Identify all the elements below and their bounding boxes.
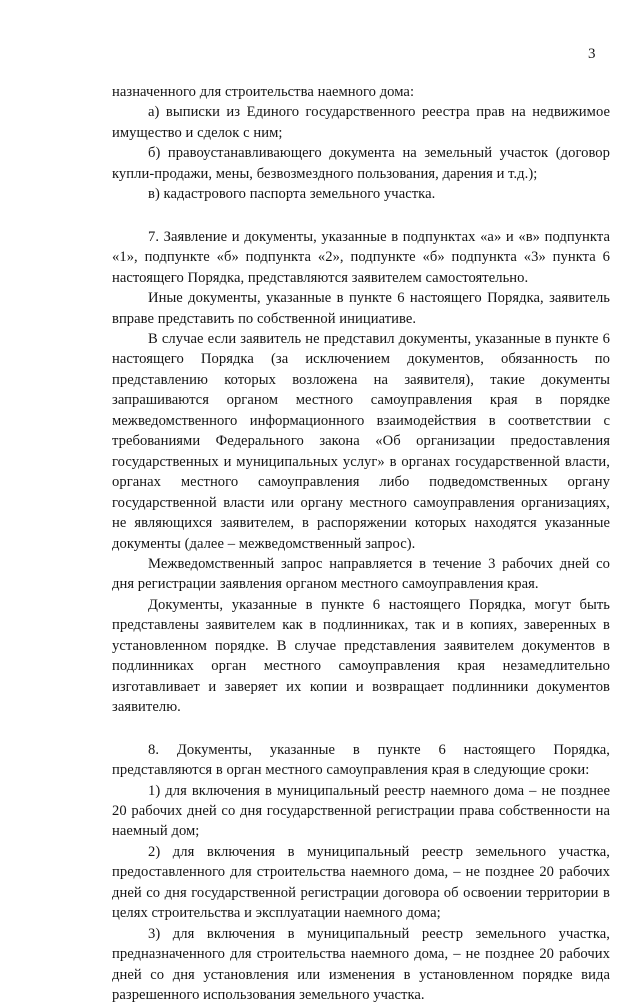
paragraph: 7. Заявление и документы, указанные в подпунктах «а» и «в» подпункта «1», подпункте «б» подпункта «2», подпункте «б» подпункта «3» пункта 6 настоящего Порядка, представляются заявителем самостоятельно.	[112, 228, 610, 286]
paragraph: Иные документы, указанные в пункте 6 настоящего Порядка, заявитель вправе представить по собственной инициативе.	[112, 290, 610, 327]
paragraph: а) выписки из Единого государственного реестра прав на недвижимое имущество и сделок с ним;	[112, 104, 610, 141]
section-spacer	[112, 718, 610, 740]
section-1	[112, 82, 610, 205]
document-body	[112, 82, 610, 1005]
paragraph: 3) для включения в муниципальный реестр земельного участка, предназначенного для строительства наемного дома, – не позднее 20 рабочих дней со дня установления или изменения в установленном порядке вида разрешенного использования земельного участка.	[112, 925, 610, 1004]
section-2	[112, 227, 610, 718]
paragraph: 8. Документы, указанные в пункте 6 настоящего Порядка, представляются в орган местного самоуправления края в следующие сроки:	[112, 741, 610, 779]
paragraph: назначенного для строительства наемного дома:	[112, 84, 415, 100]
paragraph: Документы, указанные в пункте 6 настоящего Порядка, могут быть представлены заявителем как в подлинниках, так и в копиях, заверенных в установленном порядке. В случае представления заявителем документов в подлинниках орган местного самоуправления края незамедлительно изготавливает и заверяет их копии и возвращает подлинники документов заявителю.	[112, 596, 610, 716]
section-3	[112, 740, 610, 1005]
paragraph: 2) для включения в муниципальный реестр земельного участка, предоставленного для строительства наемного дома, – не позднее 20 рабочих дней со дня государственной регистрации договора об освоении территории в целях строительства и эксплуатации наемного дома;	[112, 843, 610, 922]
page-number: 3	[588, 46, 596, 62]
paragraph: 1) для включения в муниципальный реестр наемного дома – не позднее 20 рабочих дней со дня государственной регистрации права собственности на наемный дом;	[112, 782, 610, 840]
paragraph: Межведомственный запрос направляется в течение 3 рабочих дней со дня регистрации заявления органом местного самоуправления края.	[112, 555, 610, 593]
section-spacer	[112, 205, 610, 227]
paragraph: в) кадастрового паспорта земельного участка.	[148, 186, 436, 203]
paragraph: В случае если заявитель не представил документы, указанные в пункте 6 настоящего Порядка (за исключением документов, обязанность по представлению которых возложена на заявителя), такие документы запрашиваются органом местного самоуправления края в порядке межведомственного информационного взаимодействия в соответствии с требованиями Федерального закона «Об организации предоставления государственных и муниципальных услуг» в органах государственной власти, органах местного самоуправления либо подведомственных органу государственной власти или органу местного самоуправления организациях, не являющихся заявителем, в распоряжении которых находятся указанные документы (далее – межведомственный запрос).	[112, 330, 610, 552]
paragraph: б) правоустанавливающего документа на земельный участок (договор купли-продажи, мены, безвозмездного пользования, дарения и т.д.);	[112, 145, 610, 182]
